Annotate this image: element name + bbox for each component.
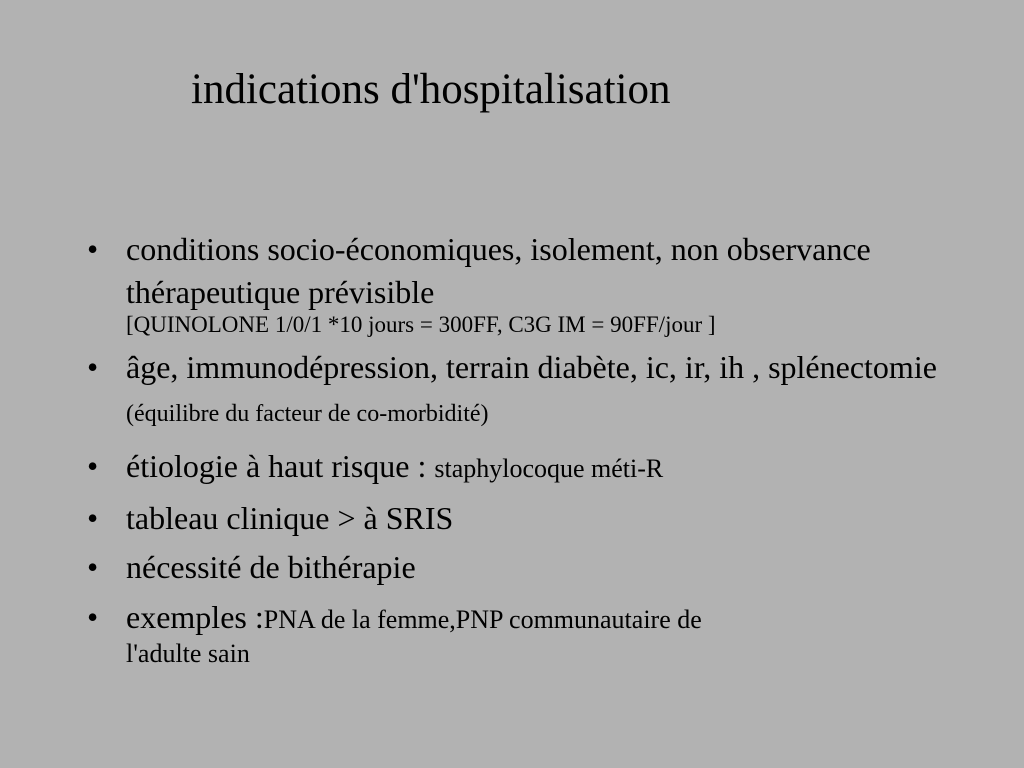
bullet-note-line2: l'adulte sain [126, 639, 250, 668]
slide-title: indications d'hospitalisation [191, 66, 671, 113]
bullet-text: exemples : [126, 599, 264, 635]
bullet-item [85, 596, 955, 671]
bullet-list [85, 228, 955, 671]
bullet-text: étiologie à haut risque : [126, 448, 435, 484]
bullet-text: âge, immunodépression, terrain diabète, ic, ir, ih , splénectomie [126, 349, 937, 385]
bullet-item [85, 445, 955, 490]
bullet-item [85, 228, 955, 339]
bullet-item [85, 546, 955, 589]
bullet-note: PNA de la femme,PNP communautaire de [263, 605, 702, 634]
bullet-note: staphylocoque méti-R [434, 454, 664, 483]
bullet-text: tableau clinique > à SRIS [126, 500, 454, 536]
bullet-note: (équilibre du facteur de co-morbidité) [126, 401, 489, 427]
bullet-text: conditions socio-économiques, isolement, non observance thérapeutique prévisible [126, 231, 871, 310]
bullet-note: [QUINOLONE 1/0/1 *10 jours = 300FF, C3G IM = 90FF/jour ] [126, 312, 716, 337]
bullet-text: nécessité de bithérapie [126, 549, 416, 585]
bullet-item [85, 346, 955, 436]
bullet-item [85, 497, 955, 540]
